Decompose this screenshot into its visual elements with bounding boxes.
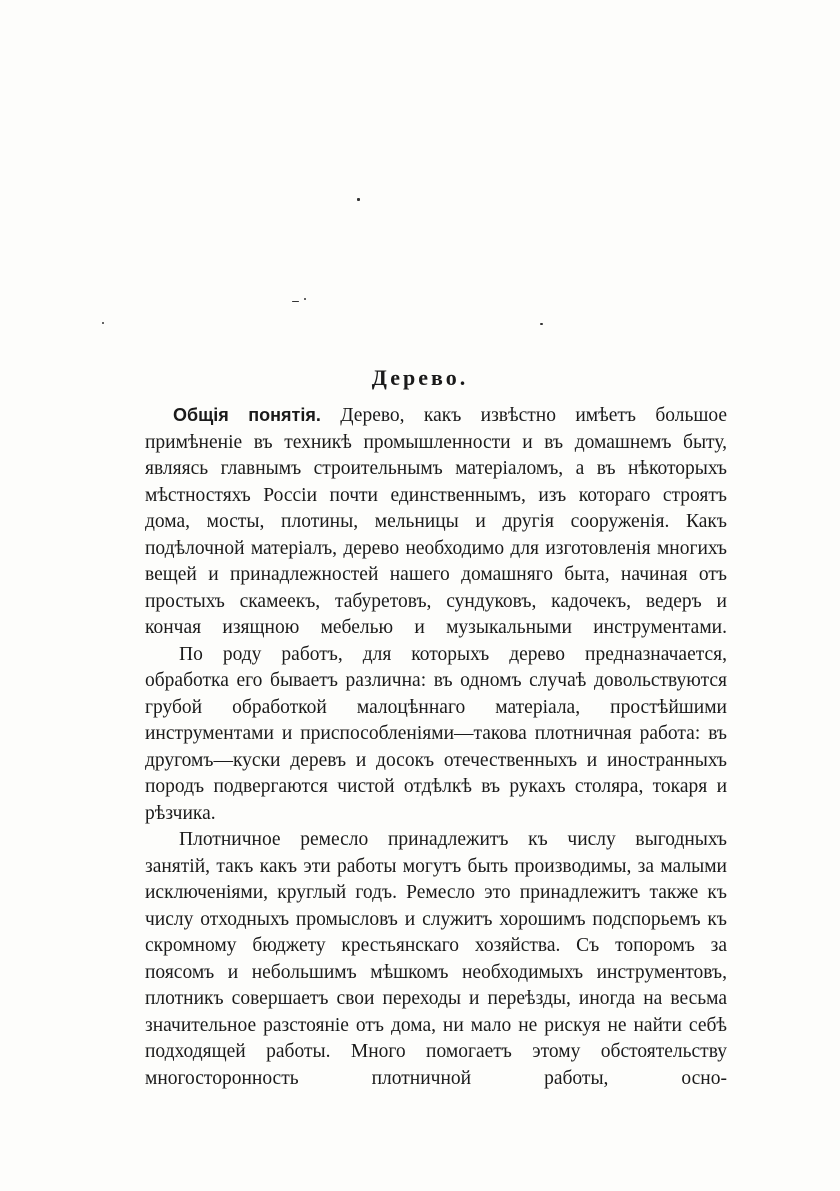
paragraph-work-types <box>145 642 727 828</box>
scan-speck <box>304 298 306 300</box>
paragraph-text: Дерево, какъ извѣстно имѣетъ большое примѣненiе въ техникѣ промышленности и въ домашнемъ быту, являясь главнымъ строительнымъ матерiаломъ, а въ нѣкоторыхъ мѣстностяхъ Россiи почти единственнымъ, изъ котораго строятъ дома, мосты, плотины, мельницы и другiя сооруженiя. Какъ подѣлочной матерiалъ, дерево необходимо для изготовленiя многихъ вещей и принадлежностей нашего домашняго быта, начиная отъ простыхъ скамеекъ, табуретовъ, сундуковъ, кадочекъ, ведеръ и кончая изящною мебелью и музыкальными инструментами. <box>145 405 728 638</box>
scan-speck <box>102 322 104 324</box>
scan-speck <box>357 198 360 201</box>
text-body <box>145 402 727 1092</box>
paragraph-general-concepts <box>145 402 727 642</box>
paragraph-text: Плотничное ремесло принадлежитъ къ числу выгодныхъ занятiй, такъ какъ эти работы могутъ быть производимы, за малыми исключенiями, круглый годъ. Ремесло это принадлежитъ также къ числу отходныхъ промысловъ и служитъ хорошимъ подспорьемъ къ скромному бюджету крестьянскаго хозяйства. Съ топоромъ за поясомъ и небольшимъ мѣшкомъ необходимыхъ инструментовъ, плотникъ совершаетъ свои переходы и переѣзды, иногда на весьма значительное разстоянiе отъ дома, ни мало не рискуя не найти себѣ подходящей работы. Много помогаетъ этому обстоятельству многосторонность плотничной работы, осно- <box>145 829 727 1089</box>
run-in-heading: Общiя понятiя. <box>173 405 321 425</box>
page-title: Дерево. <box>371 364 469 390</box>
paragraph-carpentry-trade <box>145 827 727 1092</box>
scan-speck <box>292 301 299 302</box>
scan-speck <box>540 323 543 325</box>
paragraph-text: По роду работъ, для которыхъ дерево предназначается, обработка его бываетъ различна: въ одномъ случаѣ довольствуются грубой обработкой малоцѣннаго матерiала, простѣйшими инструментами и приспособленiями—такова плотничная работа: въ другомъ—куски деревъ и досокъ отечественныхъ и иностранныхъ породъ подвергаются чистой отдѣлкѣ въ рукахъ столяра, токаря и рѣзчика. <box>145 643 727 824</box>
